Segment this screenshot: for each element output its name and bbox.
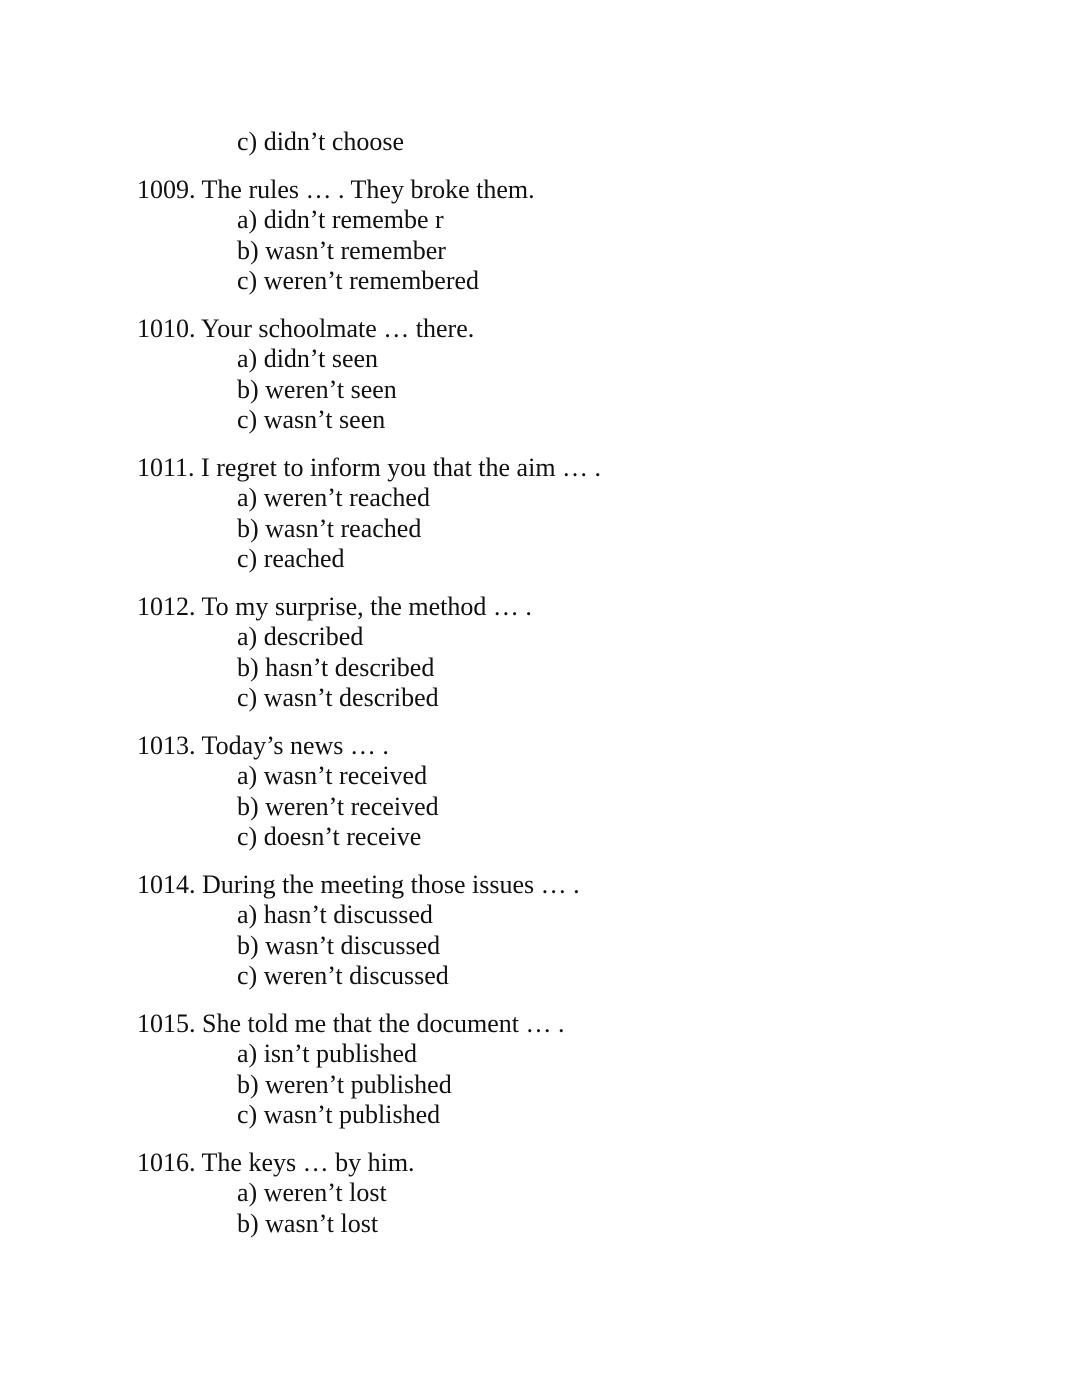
question-text: 1013. Today’s news … . [137,730,389,760]
answer-option: a) weren’t lost [237,1178,387,1207]
question-text: 1014. During the meeting those issues … . [137,869,580,899]
answer-option: a) isn’t published [237,1039,418,1068]
question-text: 1016. The keys … by him. [137,1147,415,1177]
answer-option: c) reached [237,544,345,573]
answer-option: b) hasn’t described [237,652,435,682]
answer-option: a) described [237,622,364,651]
answer-option: c) wasn’t seen [237,405,386,434]
question-text: 1010. Your schoolmate … there. [137,313,475,343]
document-page [0,127,1080,1239]
answer-option: a) didn’t seen [237,344,379,373]
answer-option: c) weren’t remembered [237,266,480,295]
answer-option: b) weren’t seen [237,374,397,404]
answer-option: c) wasn’t published [237,1100,441,1129]
answer-option: a) hasn’t discussed [237,900,433,929]
answer-option: b) weren’t received [237,791,439,821]
question-text: 1011. I regret to inform you that the aim … . [137,452,602,482]
answer-option: a) didn’t remembe r [237,205,444,234]
answer-option: b) weren’t published [237,1069,452,1099]
question-text: 1015. She told me that the document … . [137,1008,565,1038]
answer-option: c) didn’t choose [237,127,405,156]
answer-option: c) weren’t discussed [237,961,449,990]
answer-option: b) wasn’t discussed [237,930,441,960]
answer-option: c) doesn’t receive [237,822,422,851]
answer-option: b) wasn’t remember [237,235,446,265]
answer-option: b) wasn’t reached [237,513,422,543]
answer-option: a) weren’t reached [237,483,430,512]
question-text: 1009. The rules … . They broke them. [137,174,535,204]
question-text: 1012. To my surprise, the method … . [137,591,532,621]
answer-option: a) wasn’t received [237,761,428,790]
answer-option: c) wasn’t described [237,683,439,712]
answer-option: b) wasn’t lost [237,1208,379,1238]
